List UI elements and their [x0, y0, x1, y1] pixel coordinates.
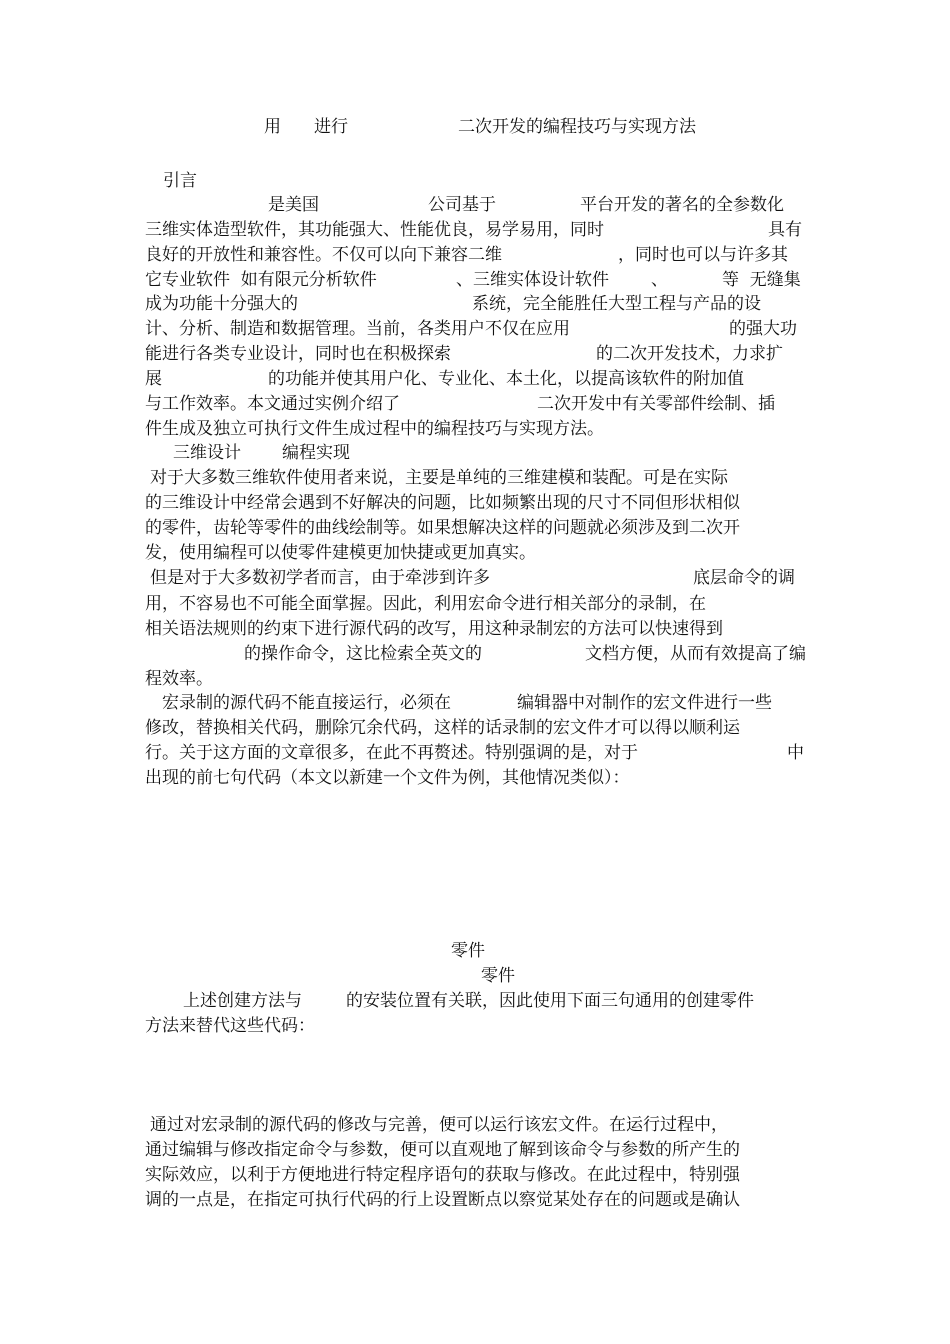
intro-line-6b: 的强大功: [729, 319, 797, 339]
intro-line-10: 件生成及独立可执行文件生成过程中的编程技巧与实现方法。: [145, 419, 604, 439]
para3-line-4: 出现的前七句代码（本文以新建一个文件为例，其他情况类似）：: [145, 768, 630, 788]
para5-line-1: 通过对宏录制的源代码的修改与完善，便可以运行该宏文件。在运行过程中，: [150, 1115, 728, 1135]
intro-line-4a: 它专业软件 如有限元分析软件: [145, 270, 377, 290]
intro-line-1a: 是美国: [268, 195, 319, 215]
intro-line-4c: 、: [651, 270, 668, 290]
title-part-1: 用: [264, 117, 281, 137]
intro-line-5b: 系统，完全能胜任大型工程与产品的设: [472, 294, 761, 314]
para1-line-3: 的零件，齿轮等零件的曲线绘制等。如果想解决这样的问题就必须涉及到二次开: [145, 518, 740, 538]
intro-line-3a: 良好的开放性和兼容性。不仅可以向下兼容二维: [145, 245, 502, 265]
para3-line-2: 修改，替换相关代码，删除冗余代码，这样的话录制的宏文件才可以得以顺利运: [145, 718, 740, 738]
para5-line-4: 调的一点是，在指定可执行代码的行上设置断点以察觉某处存在的问题或是确认: [145, 1190, 740, 1210]
intro-line-5a: 成为功能十分强大的: [145, 294, 298, 314]
code-label-2: 零件: [481, 966, 515, 986]
title-part-2: 进行: [314, 117, 348, 137]
para3-line-1b: 编辑器中对制作的宏文件进行一些: [517, 693, 772, 713]
section-heading-part-1: 三维设计: [173, 443, 241, 463]
intro-line-1b: 公司基于: [428, 195, 496, 215]
intro-heading: 引言: [163, 171, 197, 191]
para2-line-1b: 底层命令的调: [693, 568, 795, 588]
para5-line-2: 通过编辑与修改指定命令与参数，便可以直观地了解到该命令与参数的所产生的: [145, 1140, 740, 1160]
intro-line-8a: 展: [145, 369, 162, 389]
para3-line-1a: 宏录制的源代码不能直接运行，必须在: [162, 693, 451, 713]
intro-line-7b: 的二次开发技术，力求扩: [596, 344, 783, 364]
para2-line-2: 用，不容易也不可能全面掌握。因此，利用宏命令进行相关部分的录制，在: [145, 594, 706, 614]
intro-line-2b: 具有: [768, 220, 802, 240]
section-heading-part-2: 编程实现: [282, 443, 350, 463]
intro-line-4b: 、三维实体设计软件: [456, 270, 609, 290]
para3-line-3b: 中: [787, 743, 804, 763]
para2-line-3: 相关语法规则的约束下进行源代码的改写，用这种录制宏的方法可以快速得到: [145, 619, 723, 639]
intro-line-3b: ，同时也可以与许多其: [618, 245, 788, 265]
para2-line-4b: 文档方便，从而有效提高了编: [585, 644, 806, 664]
intro-line-6a: 计、分析、制造和数据管理。当前，各类用户不仅在应用: [145, 319, 570, 339]
para2-line-4a: 的操作命令，这比检索全英文的: [244, 644, 482, 664]
para4-line-1a: 上述创建方法与: [183, 991, 302, 1011]
intro-line-8b: 的功能并使其用户化、专业化、本土化，以提高该软件的附加值: [268, 369, 744, 389]
para1-line-1: 对于大多数三维软件使用者来说，主要是单纯的三维建模和装配。可是在实际: [150, 468, 728, 488]
para1-line-2: 的三维设计中经常会遇到不好解决的问题，比如频繁出现的尺寸不同但形状相似: [145, 493, 740, 513]
intro-line-9b: 二次开发中有关零部件绘制、插: [537, 394, 775, 414]
intro-line-1c: 平台开发的著名的全参数化: [580, 195, 784, 215]
intro-line-7a: 能进行各类专业设计，同时也在积极探索: [145, 344, 451, 364]
title-part-3: 二次开发的编程技巧与实现方法: [458, 117, 696, 137]
intro-line-4d: 等 无缝集: [722, 270, 801, 290]
para4-line-2: 方法来替代这些代码：: [145, 1016, 315, 1036]
intro-line-9a: 与工作效率。本文通过实例介绍了: [145, 394, 400, 414]
code-label-1: 零件: [451, 941, 485, 961]
para2-line-1a: 但是对于大多数初学者而言，由于牵涉到许多: [150, 568, 490, 588]
para2-line-5: 程效率。: [145, 669, 213, 689]
para4-line-1b: 的安装位置有关联，因此使用下面三句通用的创建零件: [346, 991, 754, 1011]
para3-line-3a: 行。关于这方面的文章很多，在此不再赘述。特别强调的是，对于: [145, 743, 638, 763]
para1-line-4: 发，使用编程可以使零件建模更加快捷或更加真实。: [145, 543, 536, 563]
intro-line-2a: 三维实体造型软件，其功能强大、性能优良，易学易用，同时: [145, 220, 604, 240]
para5-line-3: 实际效应，以利于方便地进行特定程序语句的获取与修改。在此过程中，特别强: [145, 1165, 740, 1185]
